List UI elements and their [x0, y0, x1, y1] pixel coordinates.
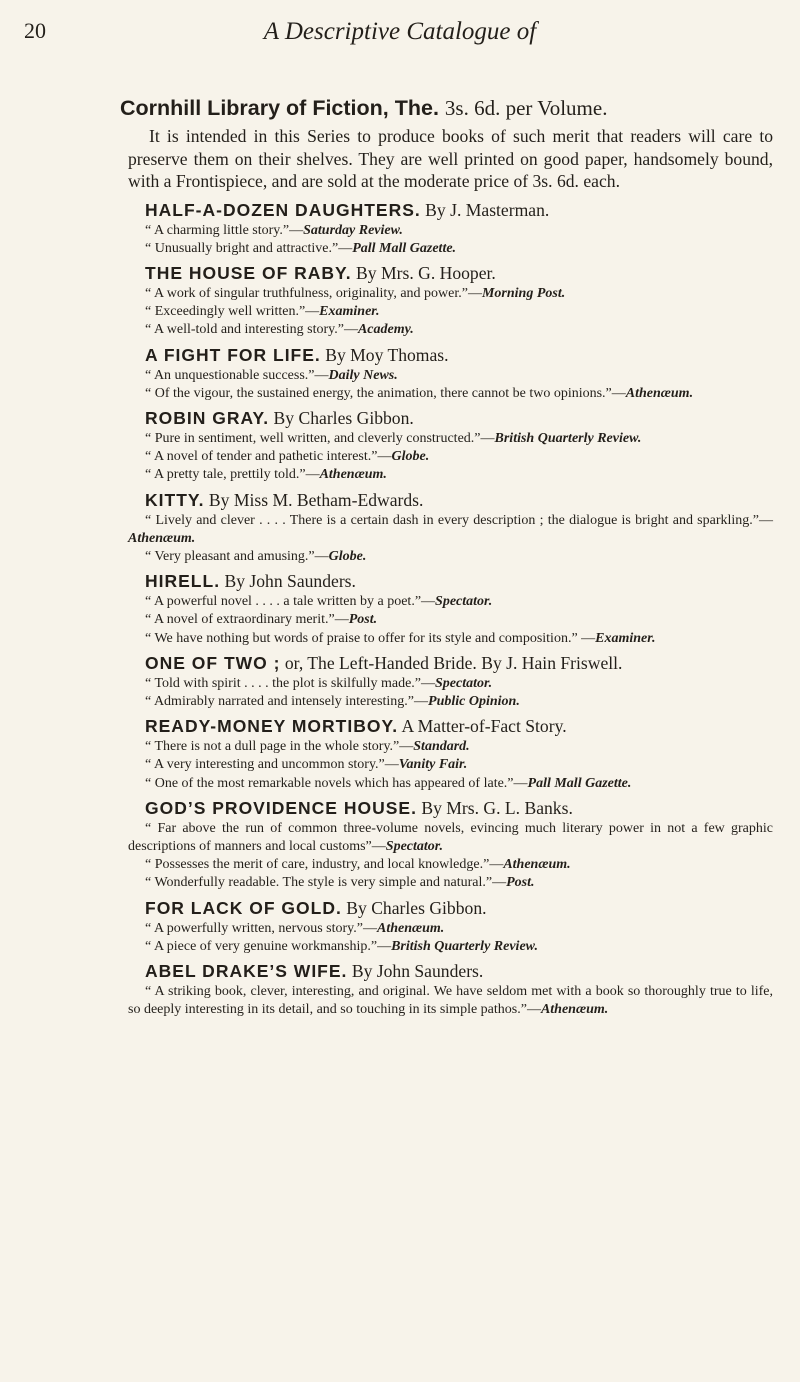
book-entry: [128, 652, 773, 711]
review-quote: [128, 448, 773, 466]
review-source: Examiner.: [595, 630, 656, 646]
review-quote: [128, 240, 773, 258]
book-heading: [128, 344, 773, 367]
book-author: By John Saunders.: [224, 571, 356, 592]
book-entry: [128, 199, 773, 258]
book-entry: [128, 262, 773, 340]
review-source: Examiner.: [319, 304, 380, 320]
book-author: By Charles Gibbon.: [273, 407, 414, 428]
quote-text: “ A pretty tale, prettily told.”—: [145, 467, 320, 483]
book-heading: [128, 407, 773, 430]
page-number: 20: [24, 18, 46, 43]
quote-text: “ Possesses the merit of care, industry, and local knowledge.”—: [145, 857, 504, 873]
book-author: or, The Left-Handed Bride. By J. Hain Friswell.: [284, 652, 623, 673]
review-source: Saturday Review.: [303, 222, 403, 238]
book-title: GOD’S PROVIDENCE HOUSE.: [145, 797, 417, 818]
book-title: ROBIN GRAY.: [145, 407, 270, 428]
review-quote: [128, 756, 773, 774]
quote-text: “ A charming little story.”—: [145, 222, 304, 238]
book-entry: [128, 960, 773, 1019]
quote-text: “ One of the most remarkable novels which has appeared of late.”—: [145, 775, 528, 791]
review-quote: [128, 738, 773, 756]
book-heading: [128, 199, 773, 222]
book-entry: [128, 489, 773, 567]
review-quote: [128, 430, 773, 448]
book-title: HALF-A-DOZEN DAUGHTERS.: [145, 199, 421, 220]
quote-text: “ A novel of tender and pathetic interest.”—: [145, 449, 392, 465]
quote-text: “ Pure in sentiment, well written, and cleverly constructed.”—: [145, 430, 495, 446]
book-entry: [128, 715, 773, 793]
book-title: ABEL DRAKE’S WIFE.: [145, 960, 348, 981]
review-source: Post.: [348, 612, 378, 628]
quote-text: “ We have nothing but words of praise to offer for its style and composition.” —: [145, 630, 596, 646]
review-quote: [128, 321, 773, 339]
book-author: By Mrs. G. L. Banks.: [421, 797, 573, 818]
book-entry: [128, 344, 773, 403]
entry-list: [128, 199, 773, 1020]
quote-text: “ Wonderfully readable. The style is very simple and natural.”—: [145, 875, 507, 891]
review-source: Pall Mall Gazette.: [527, 775, 632, 791]
review-source: Morning Post.: [481, 285, 566, 301]
quote-text: “ Admirably narrated and intensely interesting.”—: [145, 693, 429, 709]
quote-text: “ Very pleasant and amusing.”—: [145, 548, 329, 564]
review-source: Public Opinion.: [428, 693, 520, 709]
running-head: [0, 18, 800, 58]
review-quote: [128, 675, 773, 693]
review-quote: [128, 548, 773, 566]
quote-text: “ Exceedingly well written.”—: [145, 304, 320, 320]
book-author: By Charles Gibbon.: [346, 897, 487, 918]
review-quote: [128, 874, 773, 892]
running-title: A Descriptive Catalogue of: [263, 18, 537, 45]
book-heading: [128, 960, 773, 983]
catalogue-content: [120, 96, 773, 1023]
review-quote: [128, 285, 773, 303]
review-source: Athenæum.: [128, 530, 196, 546]
review-source: Athenæum.: [625, 385, 694, 401]
review-source: Spectator.: [385, 838, 443, 854]
quote-text: “ A very interesting and uncommon story.”—: [145, 757, 399, 773]
review-source: Post.: [506, 875, 535, 891]
book-title: FOR LACK OF GOLD.: [145, 897, 342, 918]
book-heading: [128, 489, 773, 512]
series-title: Cornhill Library of Fiction, The.: [120, 96, 439, 120]
quote-text: “ Told with spirit . . . . the plot is skilfully made.”—: [145, 675, 436, 691]
review-quote: [128, 775, 773, 793]
review-source: Standard.: [413, 739, 470, 755]
review-quote: [128, 466, 773, 484]
book-entry: [128, 407, 773, 485]
review-source: Vanity Fair.: [398, 757, 468, 773]
book-author: By J. Masterman.: [425, 199, 550, 220]
book-entry: [128, 797, 773, 893]
review-quote: [128, 611, 773, 629]
review-source: Academy.: [357, 322, 414, 338]
review-source: Spectator.: [435, 675, 493, 691]
quote-text: “ Far above the run of common three-volume novels, evincing much literary power in not a few graphic descriptions of manners and local customs”—: [128, 820, 773, 854]
book-entry: [128, 570, 773, 648]
book-title: ONE OF TWO ;: [145, 652, 281, 673]
book-heading: [128, 715, 773, 738]
quote-text: “ There is not a dull page in the whole story.”—: [145, 739, 414, 755]
book-heading: [128, 897, 773, 920]
book-heading: [128, 652, 773, 675]
quote-text: “ A striking book, clever, interesting, and original. We have seldom met with a book so thoroughly true to life, so deeply interesting in its detail, and so touching in its simple pathos.”—: [128, 983, 773, 1018]
review-source: Athenæum.: [503, 857, 571, 873]
review-quote: [128, 222, 773, 240]
book-heading: [128, 797, 773, 820]
review-source: Pall Mall Gazette.: [352, 240, 457, 256]
review-quote: [128, 820, 773, 856]
review-quote: [128, 303, 773, 321]
book-author: A Matter-of-Fact Story.: [401, 716, 567, 737]
series-heading: [120, 96, 773, 121]
quote-text: “ An unquestionable success.”—: [145, 367, 329, 383]
book-title: READY-MONEY MORTIBOY.: [145, 716, 399, 737]
book-heading: [128, 262, 773, 285]
review-source: British Quarterly Review.: [494, 430, 642, 446]
review-source: Athenæum.: [377, 920, 445, 936]
review-quote: [128, 938, 773, 956]
quote-text: “ A work of singular truthfulness, originality, and power.”—: [145, 285, 482, 301]
series-intro: It is intended in this Series to produce books of such merit that readers will care to preserve them on their shelves. They are well printed on good paper, handsomely bound, with a Frontispiece, and are sold at the moderate price of 3s. 6d. each.: [128, 126, 773, 191]
quote-text: “ Of the vigour, the sustained energy, the animation, there cannot be two opinions.”—: [145, 385, 626, 401]
review-source: Globe.: [328, 548, 367, 564]
book-title: HIRELL.: [145, 571, 221, 592]
review-quote: [128, 856, 773, 874]
review-source: British Quarterly Review.: [391, 938, 538, 954]
series-price: 3s. 6d. per Volume.: [444, 96, 608, 120]
review-source: Spectator.: [435, 594, 493, 610]
book-entry: [128, 897, 773, 956]
quote-text: “ A powerful novel . . . . a tale written by a poet.”—: [145, 594, 436, 610]
review-quote: [128, 512, 773, 548]
review-quote: [128, 920, 773, 938]
quote-text: “ A novel of extraordinary merit.”—: [145, 612, 349, 628]
book-author: By Mrs. G. Hooper.: [356, 262, 496, 283]
quote-text: “ A piece of very genuine workmanship.”—: [145, 938, 392, 954]
review-quote: [128, 693, 773, 711]
review-quote: [128, 367, 773, 385]
quote-text: “ A powerfully written, nervous story.”—: [145, 920, 377, 936]
review-quote: [128, 593, 773, 611]
quote-text: “ Unusually bright and attractive.”—: [145, 240, 353, 256]
quote-text: “ A well-told and interesting story.”—: [145, 322, 358, 338]
quote-text: “ Lively and clever . . . . There is a certain dash in every description ; the dialogue is bright and sparkling.”—: [145, 512, 773, 528]
review-quote: [128, 630, 773, 648]
review-quote: [128, 385, 773, 403]
review-source: Daily News.: [328, 367, 398, 383]
book-heading: [128, 570, 773, 593]
book-title: THE HOUSE OF RABY.: [145, 262, 352, 283]
book-author: By Moy Thomas.: [325, 344, 449, 365]
review-quote: [128, 983, 773, 1019]
book-title: KITTY.: [145, 489, 205, 510]
review-source: Athenæum.: [540, 1002, 609, 1018]
review-source: Globe.: [391, 449, 430, 465]
book-author: By John Saunders.: [351, 960, 484, 981]
review-source: Athenæum.: [319, 467, 387, 483]
book-author: By Miss M. Betham-Edwards.: [208, 489, 424, 510]
book-title: A FIGHT FOR LIFE.: [145, 344, 321, 365]
